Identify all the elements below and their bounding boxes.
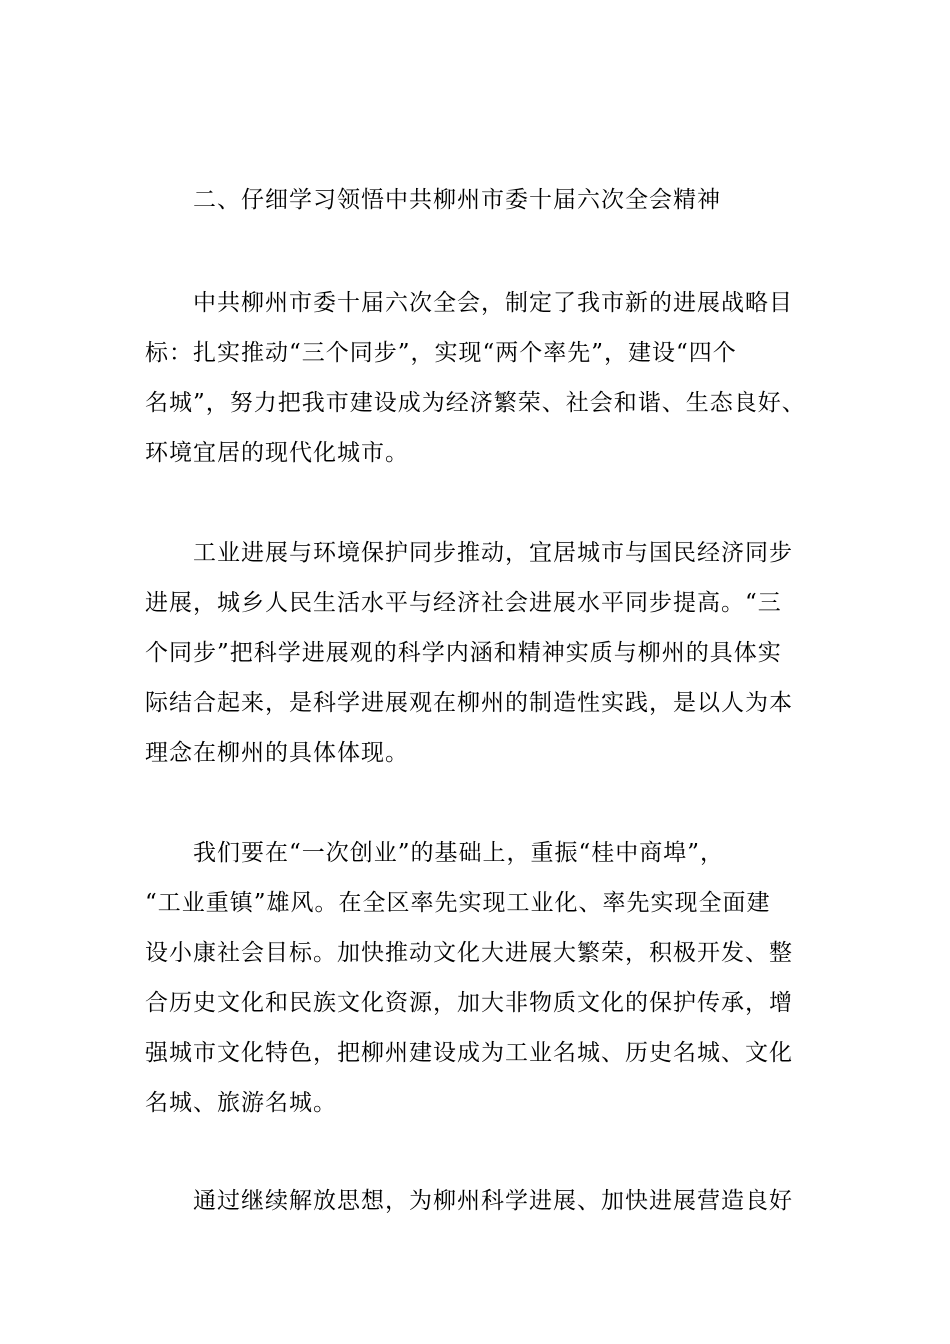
paragraph-line: 个同步”把科学进展观的科学内涵和精神实质与柳州的具体实 (145, 640, 782, 666)
paragraph-line: 名城”，努力把我市建设成为经济繁荣、社会和谐、生态良好、 (145, 390, 806, 416)
paragraph-line: 合历史文化和民族文化资源，加大非物质文化的保护传承，增 (145, 990, 793, 1016)
paragraph-line: 通过继续解放思想，为柳州科学进展、加快进展营造良好 (193, 1188, 793, 1214)
paragraph-line: 标：扎实推动“三个同步”，实现“两个率先”，建设“四个 (145, 340, 737, 366)
paragraph-line: 进展，城乡人民生活水平与经济社会进展水平同步提高。“三 (145, 590, 782, 616)
section-heading: 二、仔细学习领悟中共柳州市委十届六次全会精神 (193, 187, 721, 213)
paragraph-line: 设小康社会目标。加快推动文化大进展大繁荣，积极开发、整 (145, 940, 793, 966)
paragraph-line: 工业进展与环境保护同步推动，宜居城市与国民经济同步 (193, 540, 793, 566)
paragraph-line: 名城、旅游名城。 (145, 1090, 337, 1116)
paragraph-line: 环境宜居的现代化城市。 (145, 440, 409, 466)
paragraph-line: 我们要在“一次创业”的基础上，重振“桂中商埠”， (193, 840, 725, 866)
paragraph-line: “工业重镇”雄风。在全区率先实现工业化、率先实现全面建 (145, 890, 771, 916)
paragraph-line: 际结合起来，是科学进展观在柳州的制造性实践，是以人为本 (145, 690, 793, 716)
paragraph-line: 中共柳州市委十届六次全会，制定了我市新的进展战略目 (193, 290, 793, 316)
paragraph-line: 理念在柳州的具体体现。 (145, 740, 409, 766)
paragraph-line: 强城市文化特色，把柳州建设成为工业名城、历史名城、文化 (145, 1040, 793, 1066)
